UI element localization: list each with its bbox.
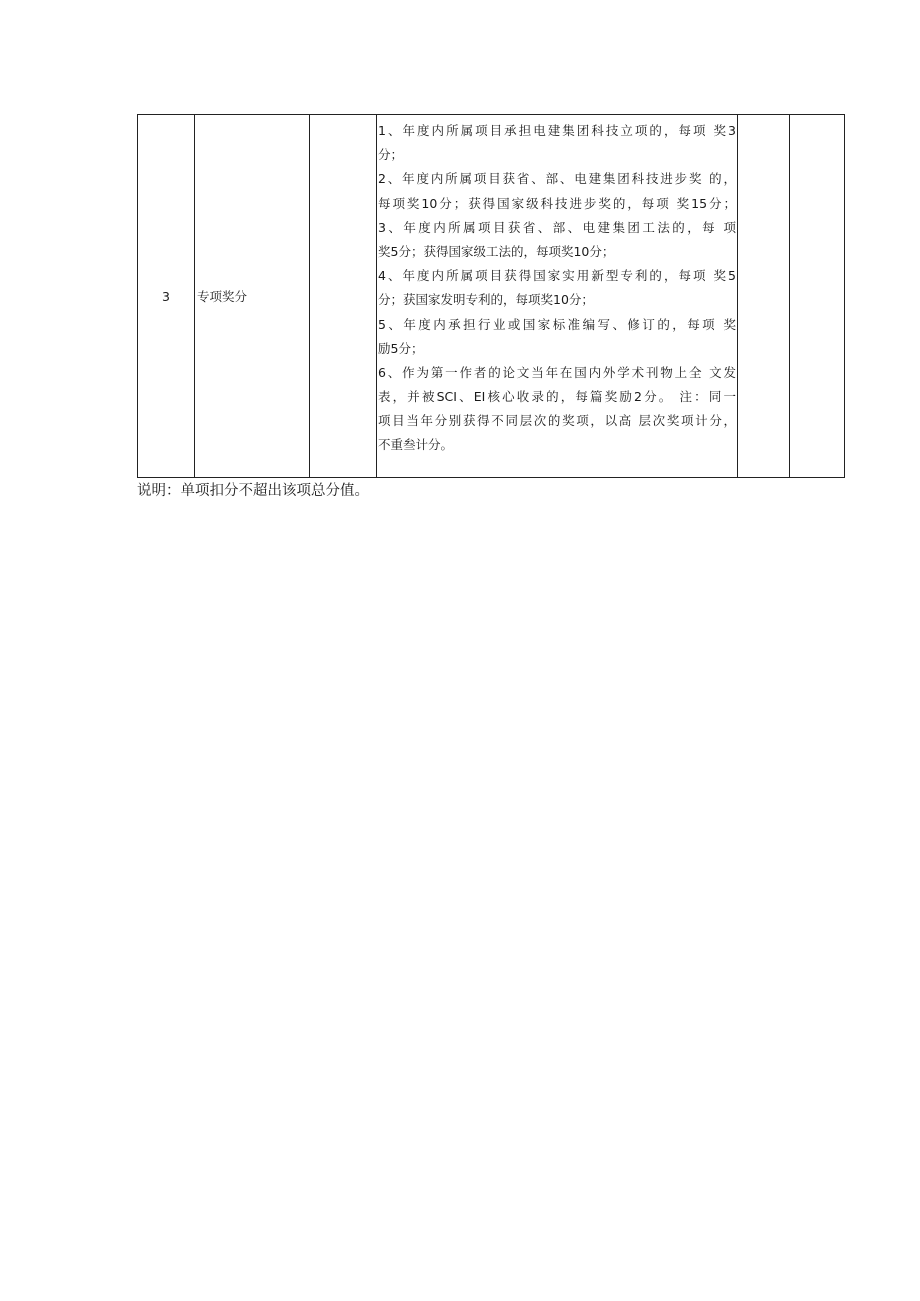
criteria-line: 6、作为第一作者的论文当年在国内外学术刊物上全 文发 — [378, 364, 736, 380]
criteria-line: 1、年度内所属项目承担电建集团科技立项的，每项 奖3 — [378, 123, 736, 138]
table-note: 说明：单项扣分不超出该项总分值。 — [137, 483, 369, 499]
criteria-line: 项目当年分别获得不同层次的奖项，以高 层次奖项计分， — [378, 413, 736, 429]
row-index: 3 — [138, 115, 195, 478]
empty-cell-score — [310, 115, 377, 478]
criteria-line: 每项奖10分；获得国家级科技进步奖的，每项 奖15分； — [378, 195, 736, 211]
empty-cell-final — [790, 115, 845, 478]
table-row — [138, 115, 845, 478]
criteria-line: 分； — [378, 147, 404, 163]
criteria-line: 分；获国家发明专利的，每项奖10分； — [378, 292, 594, 308]
item-name: 专项奖分 — [195, 115, 310, 478]
criteria-line: 奖5分；获得国家级工法的，每项奖10分； — [378, 243, 615, 259]
criteria-line: 4、年度内所属项目获得国家实用新型专利的，每项 奖5 — [378, 268, 736, 284]
criteria-line: 2、年度内所属项目获省、部、电建集团科技进步奖 的， — [378, 171, 736, 187]
empty-cell-self-eval — [738, 115, 790, 478]
criteria-line: 励5分； — [378, 340, 424, 356]
criteria-line: 3、年度内所属项目获省、部、电建集团工法的，每 项 — [378, 219, 736, 235]
criteria-line: 5、年度内承担行业或国家标准编写、修订的，每项 奖 — [378, 316, 736, 332]
criteria-text — [377, 115, 737, 477]
item-criteria — [377, 115, 738, 478]
criteria-line: 表，并被SCI、EI核心收录的，每篇奖励2分。 注：同一 — [378, 389, 736, 405]
criteria-line: 不重叁计分。 — [378, 437, 454, 453]
scoring-table — [137, 114, 845, 478]
